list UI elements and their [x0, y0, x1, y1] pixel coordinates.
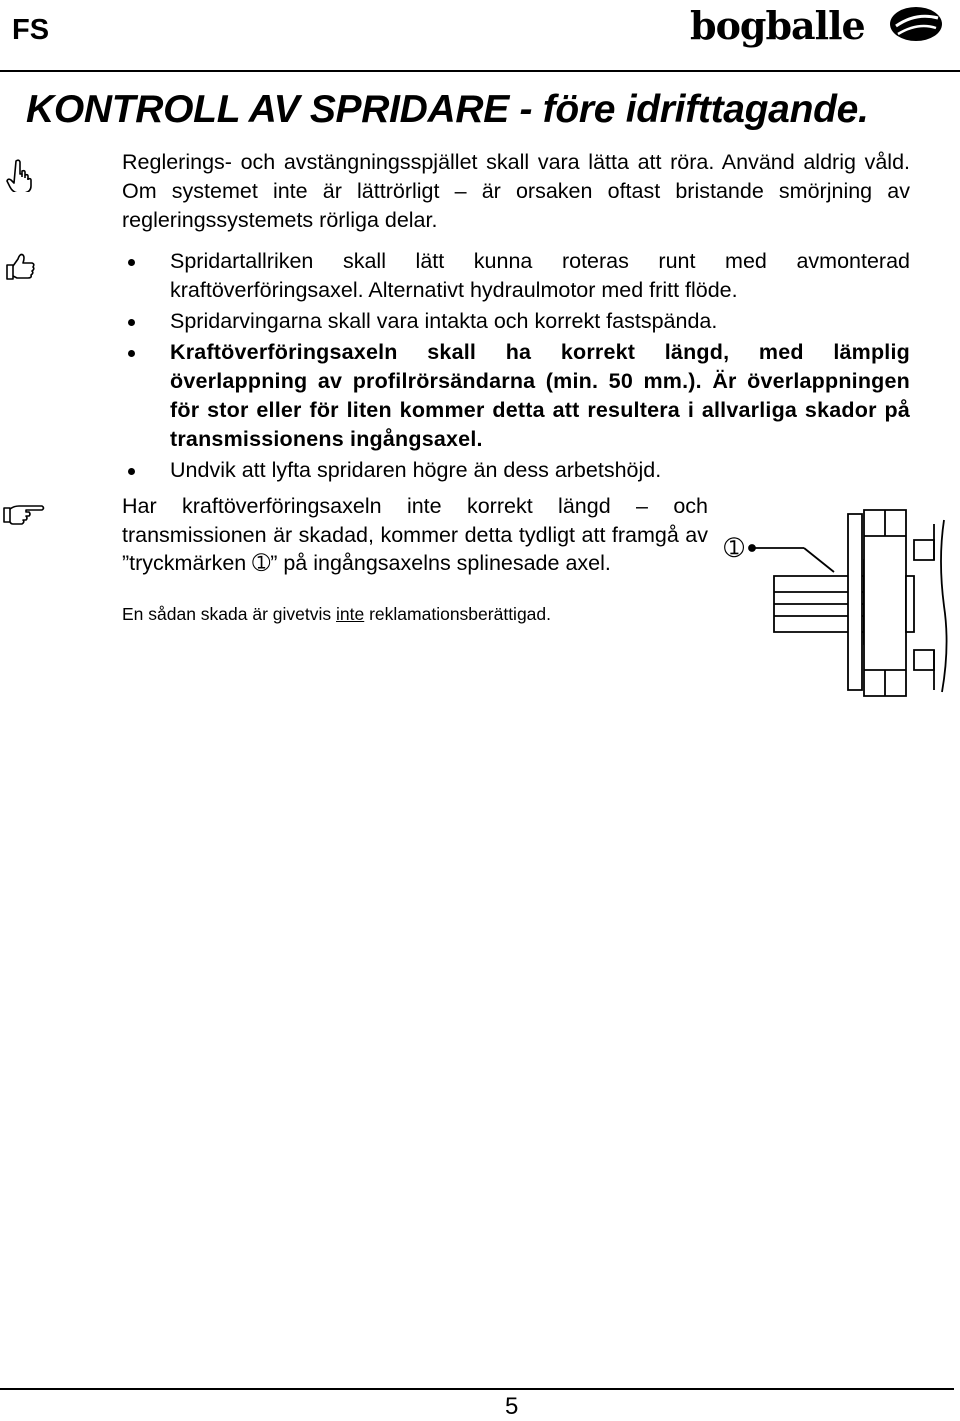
list-item: Spridarvingarna skall vara intakta och korrekt fastspända. [122, 307, 910, 336]
thumbs-up-icon [4, 252, 36, 282]
page-title: KONTROLL AV SPRIDARE - före idrifttagande. [26, 88, 869, 131]
warranty-note: En sådan skada är givetvis inte reklamationsberättigad. [122, 604, 552, 624]
note-paragraph: Har kraftöverföringsaxeln inte korrekt längd – och transmissionen är skadad, kommer detta tydligt att framgå av ”tryckmärken ➀” på ingångsaxelns splinesade axel. [122, 494, 708, 575]
pointing-right-hand-icon [2, 502, 46, 528]
shaft-illustration [724, 500, 960, 700]
pointing-up-hand-icon [4, 158, 36, 192]
callout-marker: ➀ [724, 535, 745, 562]
page-number: 5 [505, 1393, 519, 1420]
list-item: Undvik att lyfta spridaren högre än dess arbetshöjd. [122, 456, 910, 485]
document-code: FS [12, 14, 50, 46]
logo-text: bogballe [690, 3, 865, 48]
emphasis-underline: inte [336, 604, 365, 624]
checklist [122, 247, 910, 487]
logo-swoosh-icon [886, 4, 944, 44]
footer-rule [0, 1388, 954, 1390]
header-rule [0, 70, 960, 72]
bogballe-logo [690, 2, 950, 50]
list-item: Spridartallriken skall lätt kunna roteras runt med avmonterad kraftöverföringsaxel. Alternativt hydraulmotor med fritt flöde. [122, 247, 910, 305]
intro-paragraph: Reglerings- och avstängningsspjället skall vara lätta att röra. Använd aldrig våld. Om systemet inte är lättrörligt – är orsaken oftast bristande smörjning av regleringssystemets rörliga delar. [122, 150, 910, 232]
input-shaft-drawing [724, 500, 960, 700]
list-item: Kraftöverföringsaxeln skall ha korrekt längd, med lämplig överlappning av profilrörsändarna (min. 50 mm.). Är överlappningen för stor eller för liten kommer detta att resultera i allvarliga skador på transmissionens ingångsaxel. [122, 338, 910, 454]
